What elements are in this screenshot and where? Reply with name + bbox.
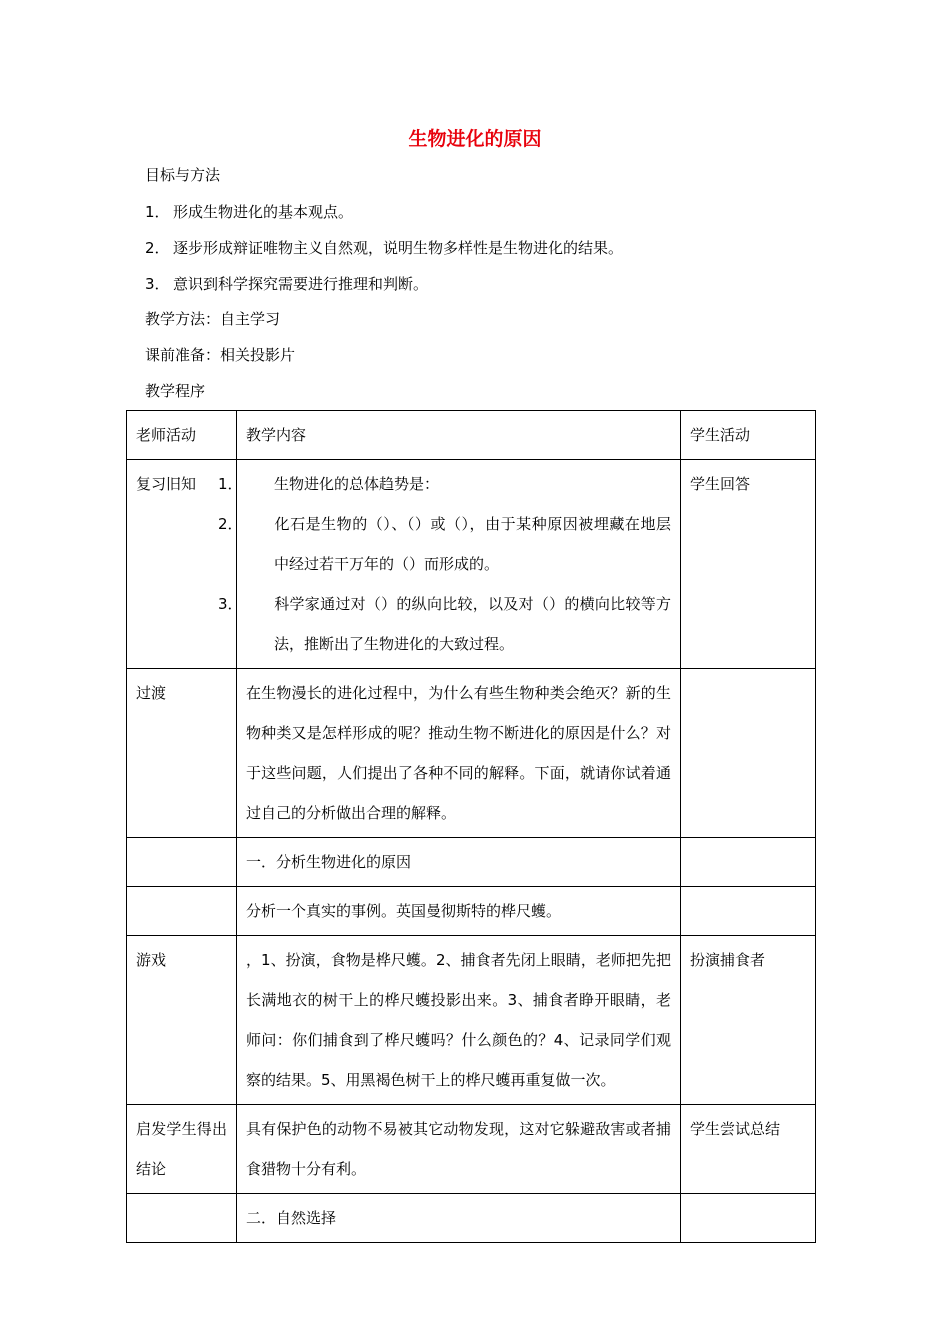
lesson-preparation: 课前准备：相关投影片 — [145, 346, 296, 364]
document-title: 生物进化的原因 — [408, 128, 542, 150]
table-row-section-2 — [127, 1194, 816, 1243]
procedure-heading: 教学程序 — [145, 382, 206, 400]
goals-heading: 目标与方法 — [145, 166, 221, 184]
teacher-activity-cell — [127, 887, 237, 936]
teaching-method: 教学方法：自主学习 — [145, 310, 281, 328]
student-activity-cell — [681, 887, 816, 936]
conclusion-content-cell: 具有保护色的动物不易被其它动物发现，这对它躲避敌害或者捕食猎物十分有利。 — [237, 1105, 681, 1194]
goal-item-1 — [145, 201, 353, 222]
item-text: 科学家通过对（）的纵向比较，以及对（）的横向比较等方法，推断出了生物进化的大致过程。 — [274, 595, 671, 653]
game-content-cell: ，1、扮演，食物是桦尺蠖。2、捕食者先闭上眼睛，老师把先把长满地衣的树干上的桦尺蠖投影出来。3、捕食者睁开眼睛，老师问：你们捕食到了桦尺蠖吗？什么颜色的？4、记录同学们观察的结果。5、用黑褐色树干上的桦尺蠖再重复做一次。 — [237, 936, 681, 1105]
goal-item-2 — [145, 237, 623, 258]
header-teacher-activity: 老师活动 — [127, 411, 237, 460]
teacher-activity-cell: 复习旧知 — [127, 460, 237, 669]
lesson-plan-table — [126, 410, 816, 1243]
goal-text: 逐步形成辩证唯物主义自然观，说明生物多样性是生物进化的结果。 — [173, 239, 624, 257]
student-activity-cell: 扮演捕食者 — [681, 936, 816, 1105]
item-number: 2． — [218, 515, 243, 533]
review-item-1 — [218, 464, 671, 504]
goal-text: 意识到科学探究需要进行推理和判断。 — [173, 275, 429, 293]
review-content-cell — [218, 460, 681, 669]
teacher-activity-cell: 启发学生得出结论 — [127, 1105, 237, 1194]
goal-number: 1． — [145, 203, 170, 221]
section-heading-cell: 一．分析生物进化的原因 — [237, 838, 681, 887]
review-item-3 — [218, 584, 671, 664]
header-student-activity: 学生活动 — [681, 411, 816, 460]
student-activity-cell: 学生尝试总结 — [681, 1105, 816, 1194]
table-header-row — [127, 411, 816, 460]
teacher-activity-cell — [127, 1194, 237, 1243]
teacher-activity-cell — [127, 838, 237, 887]
student-activity-cell — [681, 838, 816, 887]
table-row-review — [127, 460, 816, 669]
goal-item-3 — [145, 273, 428, 294]
table-row-conclusion — [127, 1105, 816, 1194]
student-activity-cell — [681, 669, 816, 838]
teacher-activity-cell: 游戏 — [127, 936, 237, 1105]
item-text: 生物进化的总体趋势是： — [274, 475, 440, 493]
student-activity-cell: 学生回答 — [681, 460, 816, 669]
table-row-case — [127, 887, 816, 936]
review-item-2 — [218, 504, 671, 584]
transition-content-cell: 在生物漫长的进化过程中，为什么有些生物种类会绝灭？新的生物种类又是怎样形成的呢？推动生物不断进化的原因是什么？对于这些问题，人们提出了各种不同的解释。下面，就请你试着通过自己的分析做出合理的解释。 — [237, 669, 681, 838]
table-row-section-1 — [127, 838, 816, 887]
item-text: 化石是生物的（）、（）或（），由于某种原因被埋藏在地层中经过若干万年的（）而形成的。 — [274, 515, 671, 573]
item-number: 3． — [218, 595, 243, 613]
goal-text: 形成生物进化的基本观点。 — [173, 203, 354, 221]
goal-number: 2． — [145, 239, 170, 257]
case-content-cell: 分析一个真实的事例。英国曼彻斯特的桦尺蠖。 — [237, 887, 681, 936]
header-teaching-content: 教学内容 — [237, 411, 681, 460]
table-row-transition — [127, 669, 816, 838]
student-activity-cell — [681, 1194, 816, 1243]
teacher-activity-cell: 过渡 — [127, 669, 237, 838]
goal-number: 3． — [145, 275, 170, 293]
section-heading-cell: 二．自然选择 — [237, 1194, 681, 1243]
table-row-game — [127, 936, 816, 1105]
item-number: 1． — [218, 475, 243, 493]
